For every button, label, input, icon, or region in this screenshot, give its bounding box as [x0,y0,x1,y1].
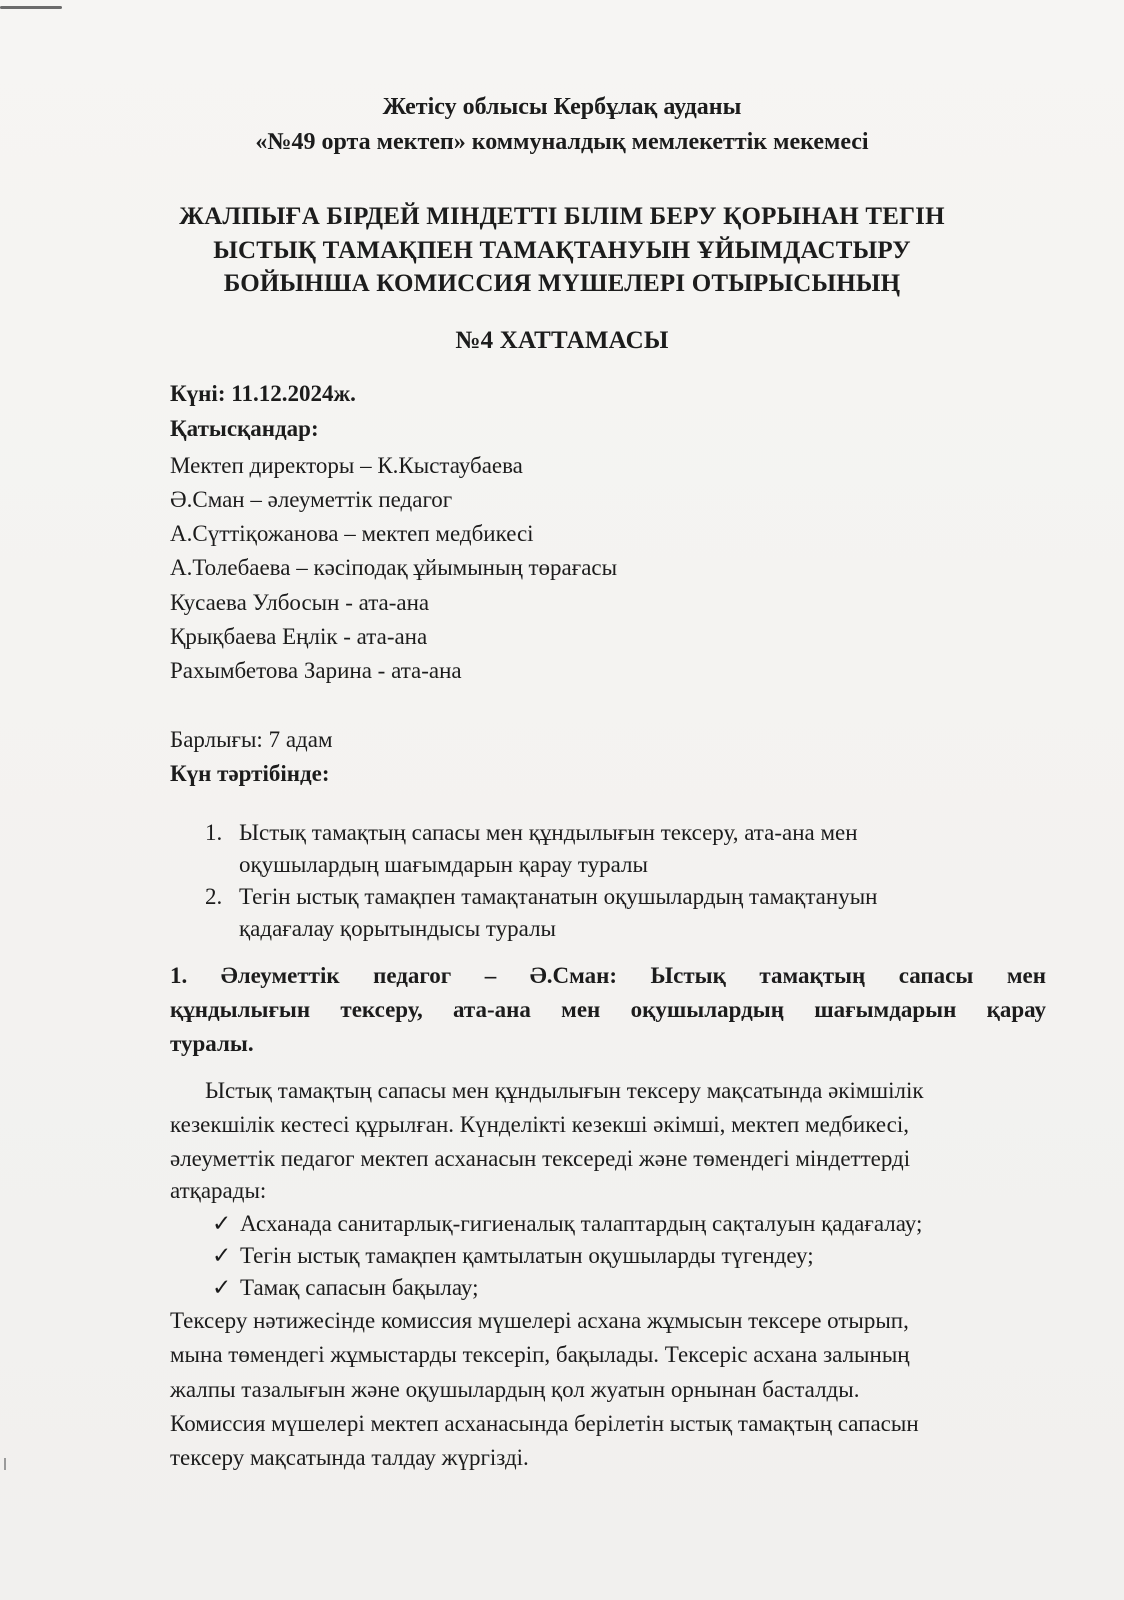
agenda-text: Ыстық тамақтың сапасы мен құндылығын тексеру, ата-ана мен [239,820,858,845]
paragraph-text: әлеуметтік педагог мектеп асханасын тексереді және төмендегі міндеттерді [170,1146,911,1171]
participant: Кусаева Улбосын - ата-ана [170,590,430,615]
paragraph-text: тексеру мақсатында талдау жүргізді. [170,1445,529,1470]
checklist-item [212,1241,814,1271]
agenda-number: 2. [205,884,223,909]
agenda-text: қадағалау қорытындысы туралы [239,916,557,941]
participants-label: Қатысқандар: [170,416,319,441]
checklist-text: Тамақ сапасын бақылау; [240,1275,479,1300]
paragraph-text: Тексеру нәтижесінде комиссия мүшелері асхана жұмысын тексере отырып, [170,1308,909,1333]
agenda-number: 1. [205,820,223,845]
participant: Рахымбетова Зарина - ата-ана [170,658,462,683]
paragraph-text: Комиссия мүшелері мектеп асханасында берілетін ыстық тамақтың сапасын [170,1411,919,1436]
paragraph-text: жалпы тазалығын және оқушылардың қол жуатын орнынан басталды. [170,1377,860,1402]
protocol-number: №4 ХАТТАМАСЫ [455,327,669,354]
paragraph-text: Ыстық тамақтың сапасы мен құндылығын тексеру мақсатында әкімшілік [205,1078,924,1103]
title-line-1: ЖАЛПЫҒА БІРДЕЙ МІНДЕТТІ БІЛІМ БЕРУ ҚОРЫНАН ТЕГІН [179,203,945,230]
checklist-item [212,1273,479,1303]
meeting-date: Күні: 11.12.2024ж. [170,381,356,406]
paragraph-text: кезекшілік кестесі құрылған. Күнделікті кезекші әкімші, мектеп медбикесі, [170,1112,909,1137]
scan-edge-mark [4,1458,6,1470]
section-heading: құндылығын тексеру, ата-ана мен оқушылардың шағымдарын қарау [170,997,1046,1022]
participant: А.Толебаева – кәсіподақ ұйымының төрағасы [170,555,618,580]
checklist-item [212,1209,922,1239]
checklist-text: Асханада санитарлық-гигиеналық талаптардың сақталуын қадағалау; [240,1211,923,1236]
agenda-label: Күн тәртібінде: [170,761,330,786]
paragraph-text: мына төмендегі жұмыстарды тексеріп, бақылады. Тексеріс асхана залының [170,1342,910,1367]
total-attendees: Барлығы: 7 адам [170,727,333,752]
checkmark-icon: ✓ [212,1243,232,1268]
agenda-text: Тегін ыстық тамақпен тамақтанатын оқушылардың тамақтануын [239,884,878,909]
header-school: «№49 орта мектеп» коммуналдық мемлекеттік мекемесі [255,129,869,155]
header-region: Жетісу облысы Кербұлақ ауданы [382,94,742,120]
participant: Қрықбаева Еңлік - ата-ана [170,624,428,649]
checkmark-icon: ✓ [212,1211,232,1236]
paragraph-text: атқарады: [170,1178,267,1203]
scan-corner-mark [0,6,62,9]
section-heading: 1. Әлеуметтік педагог – Ә.Сман: Ыстық тамақтың сапасы мен [170,963,1046,988]
participant: Мектеп директоры – К.Кыстаубаева [170,453,523,478]
participant: Ә.Сман – әлеуметтік педагог [170,487,453,512]
agenda-text: оқушылардың шағымдарын қарау туралы [239,852,648,877]
title-line-2: ЫСТЫҚ ТАМАҚПЕН ТАМАҚТАНУЫН ҰЙЫМДАСТЫРУ [213,237,911,264]
checkmark-icon: ✓ [212,1275,232,1300]
section-heading: туралы. [170,1031,254,1056]
checklist-text: Тегін ыстық тамақпен қамтылатын оқушыларды түгендеу; [240,1243,814,1268]
title-line-3: БОЙЫНША КОМИССИЯ МҮШЕЛЕРІ ОТЫРЫСЫНЫҢ [223,270,901,297]
participant: А.Сүттіқожанова – мектеп медбикесі [170,521,534,546]
